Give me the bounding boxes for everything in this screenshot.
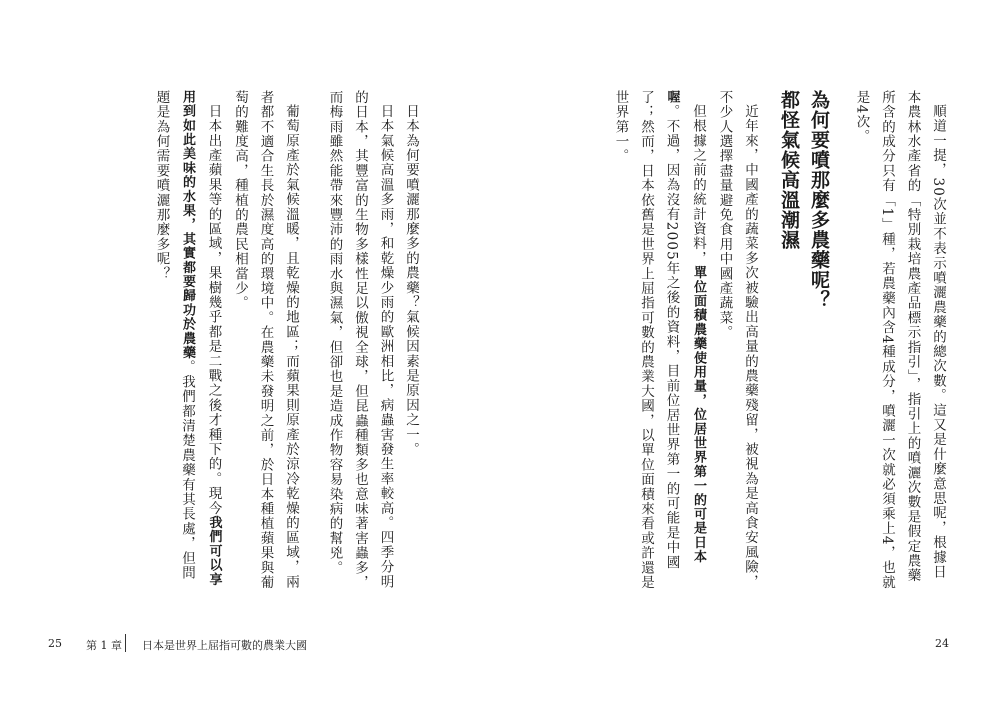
footer-divider bbox=[125, 634, 126, 652]
text-run: 。不過，因為沒有2005年之後的資料，目前位居世界第一的可能是中國了；然而，日本依舊是世界上屈指可數的農業大國，以單位面積來看或許還是世界第一。 bbox=[612, 90, 680, 590]
section-heading bbox=[774, 90, 834, 590]
right-page-text bbox=[540, 90, 950, 590]
heading-line-2: 都怪氣候高溫潮濕 bbox=[778, 90, 800, 250]
chapter-label: 第 1 章 bbox=[86, 639, 122, 652]
emphasis-text: 單位面積農藥使用量，位居世界第一的可是日本喔 bbox=[664, 90, 706, 564]
paragraph-grapes-apples: 葡萄原產於氣候溫暖，且乾燥的地區；而蘋果則原產於涼冷乾燥的區域，兩者都不適合生長於濕度高的環境中。在農藥未發明之前，於日本種植蘋果與葡萄的難度高，種植的農民相當少。 bbox=[232, 90, 299, 590]
emphasis-text: 我們可以享用到如此美味的水果，其實都要歸功於農藥 bbox=[180, 90, 222, 587]
heading-line-1: 為何要噴那麼多農藥呢？ bbox=[808, 90, 830, 310]
left-page-text bbox=[118, 90, 423, 590]
paragraph-spray-count: 順道一提，30次並不表示噴灑農藥的總次數。這又是什麼意思呢，根據日本農林水產省的「特別栽培農產品標示指引」，指引上的噴灑次數是假定農藥所含的成分只有「1」種，若農藥內含4種成分，噴灑一次就必須乘上4，也就是4次。 bbox=[853, 90, 946, 590]
text-run: 但根據之前的統計資料， bbox=[690, 103, 706, 266]
paragraph-japan-pesticide-rank bbox=[607, 90, 711, 590]
text-run: 。我們都清楚農藥有其長處，但問題是為何需要噴灑那麼多呢？ bbox=[153, 90, 195, 581]
chapter-title: 日本是世界上屈指可數的農業大國 bbox=[142, 639, 307, 652]
right-page-number: 24 bbox=[935, 637, 949, 650]
paragraph-climate: 日本氣候高溫多雨，和乾燥少雨的歐洲相比，病蟲害發生率較高。四季分明的日本，其豐富的生物多樣性足以傲視全球，但昆蟲種類多也意味著害蟲多，而梅雨雖然能帶來豐沛的雨水與濕氣，但卻也是造成作物容易染病的幫兇。 bbox=[326, 90, 394, 590]
paragraph-orchards bbox=[148, 90, 227, 590]
paragraph-why-spray: 日本為何要噴灑那麼多的農藥？氣候因素是原因之一。 bbox=[403, 103, 419, 457]
left-page-number: 25 bbox=[48, 637, 62, 650]
text-run: 日本出產蘋果等的區域，果樹幾乎都是二戰之後才種下的。現今 bbox=[205, 103, 222, 516]
paragraph-china-vegetables: 近年來，中國產的蔬菜多次被驗出高量的農藥殘留，被視為是高食安風險，不少人選擇盡量避免食用中國產蔬菜。 bbox=[716, 90, 758, 589]
